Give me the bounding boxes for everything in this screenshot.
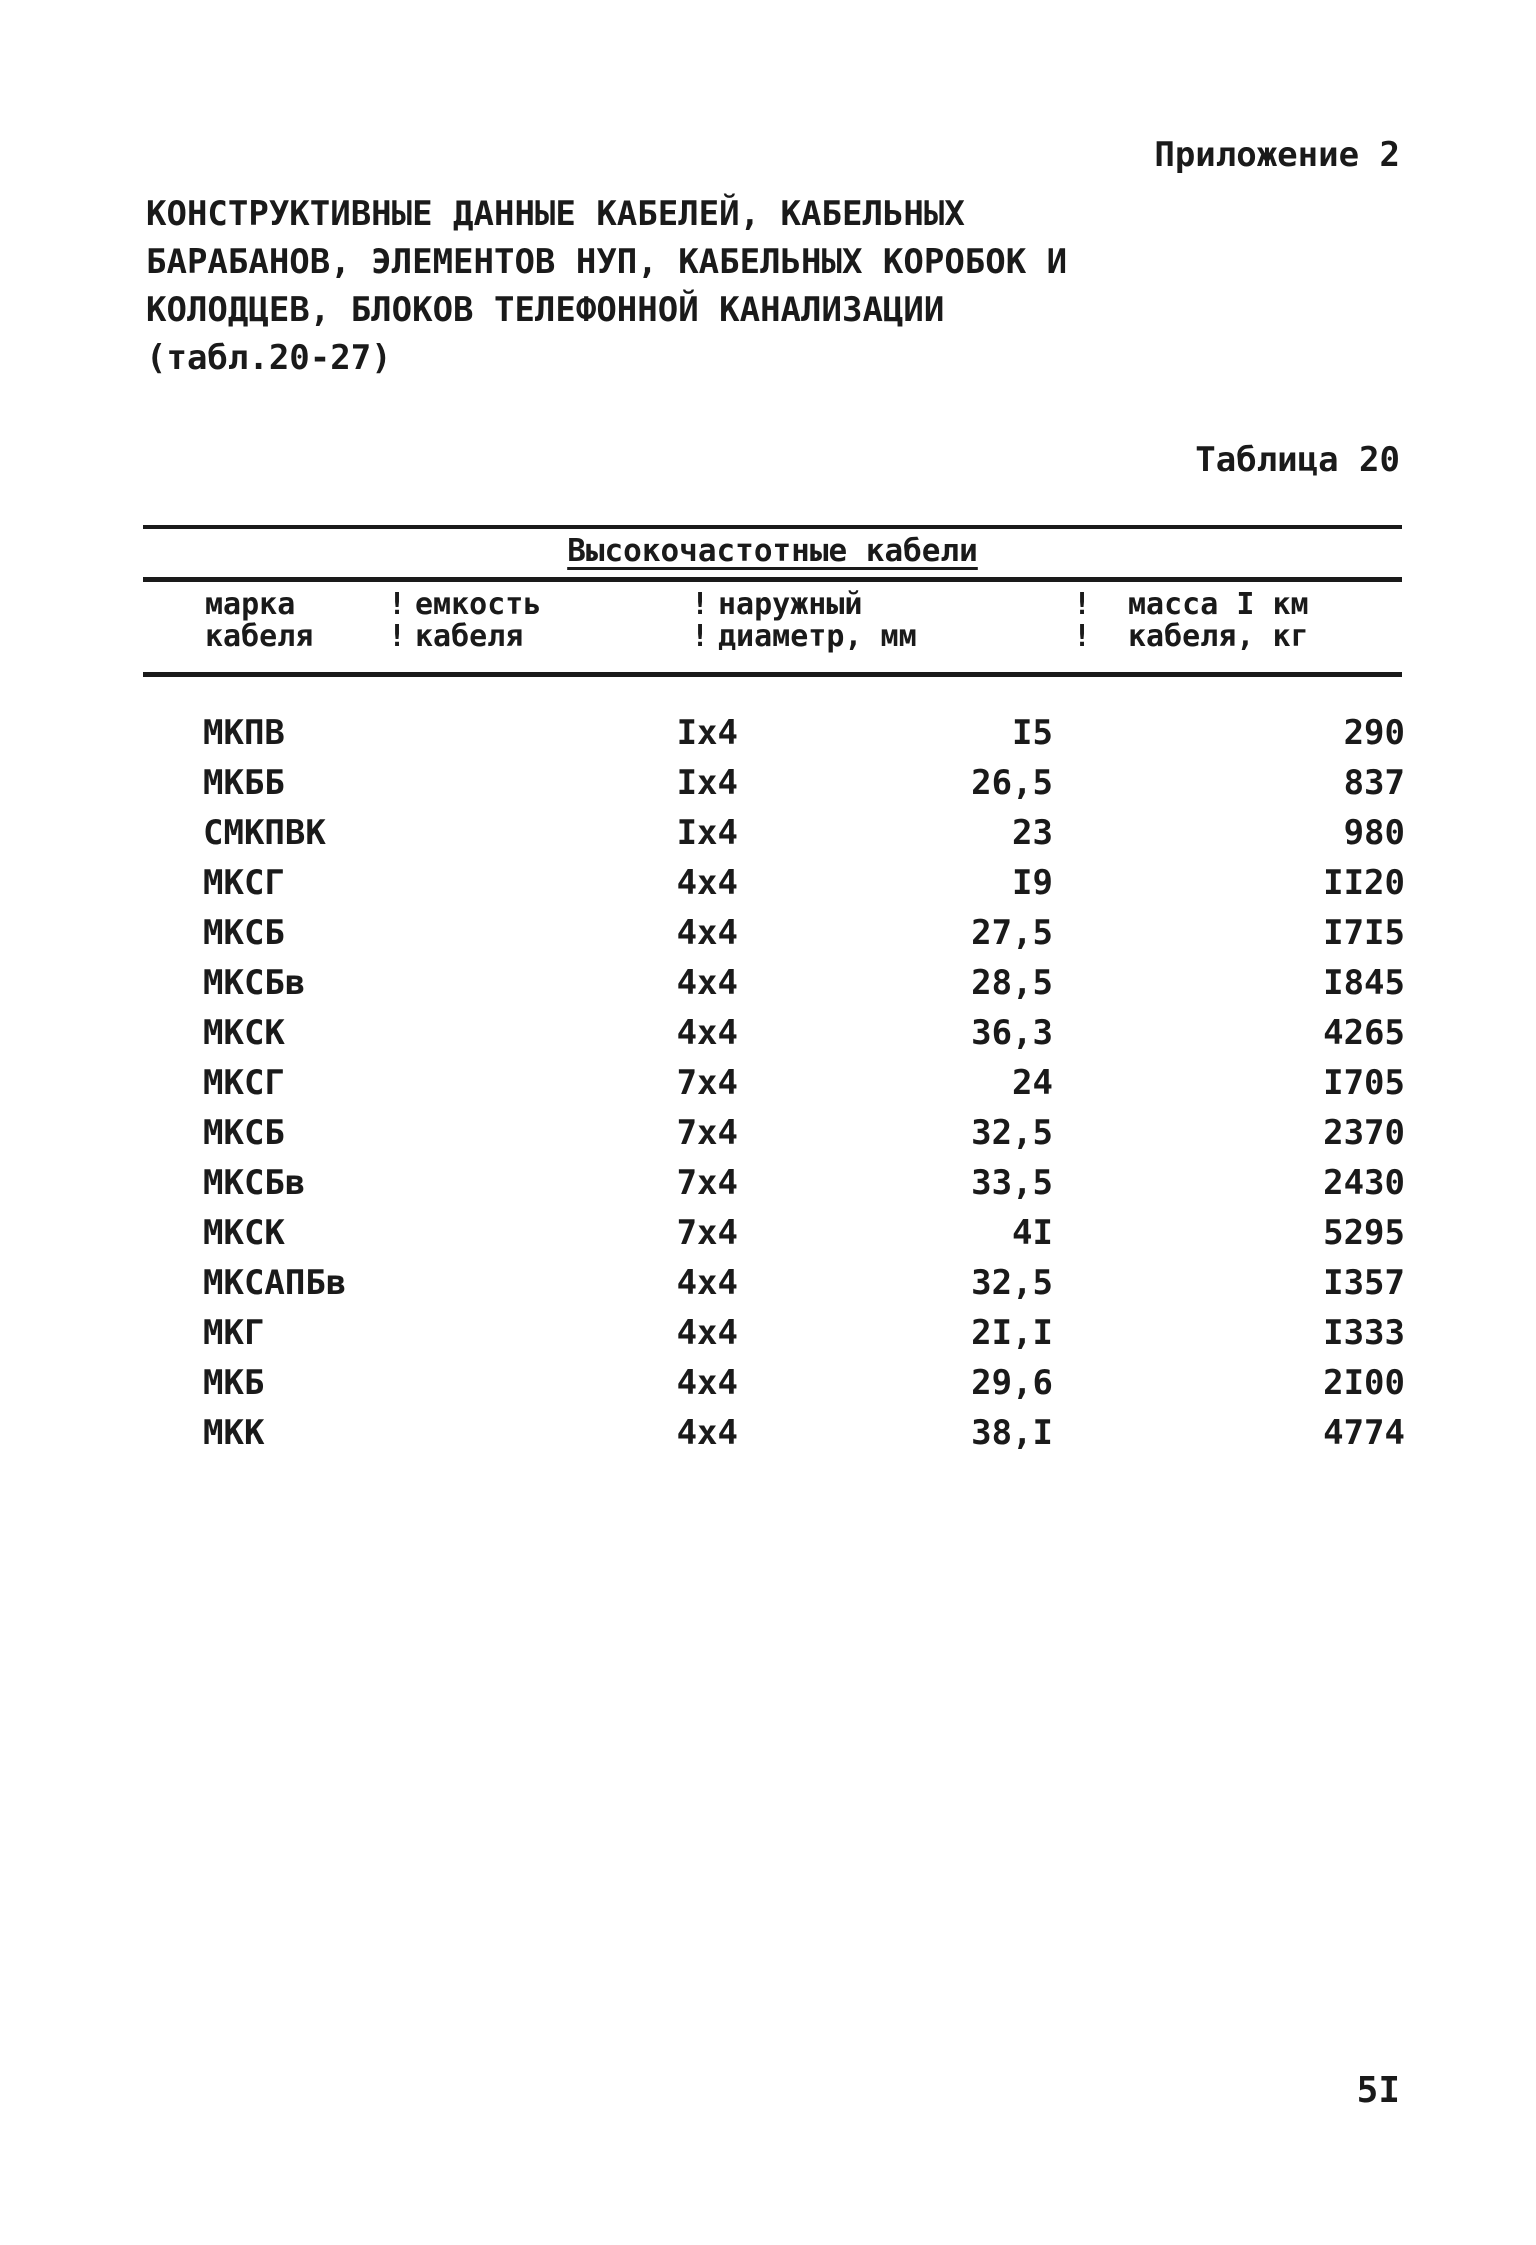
cell-mass: 837 xyxy=(1343,763,1405,803)
column-header-line: масса I км xyxy=(1128,587,1309,622)
cell-diameter: I9 xyxy=(1012,863,1053,903)
table-row xyxy=(143,1213,1405,1263)
cell-capacity: 4х4 xyxy=(676,1263,738,1303)
cell-mark: МКББ xyxy=(203,763,285,803)
cell-diameter: 23 xyxy=(1012,813,1053,853)
column-header-line: емкость xyxy=(415,587,542,622)
cell-diameter: 32,5 xyxy=(971,1263,1053,1303)
cell-capacity: 4х4 xyxy=(676,963,738,1003)
cell-mark: МКПВ xyxy=(203,713,285,753)
column-header-line: кабеля, кг xyxy=(1128,619,1309,654)
table-row xyxy=(143,813,1405,863)
cell-mass: I845 xyxy=(1323,963,1405,1003)
cell-capacity: 4х4 xyxy=(676,1413,738,1453)
cell-mass: I705 xyxy=(1323,1063,1405,1103)
cell-mark: МКК xyxy=(203,1413,265,1453)
cell-mass: I7I5 xyxy=(1323,913,1405,953)
cell-capacity: 7х4 xyxy=(676,1063,738,1103)
cell-mass: I333 xyxy=(1323,1313,1405,1353)
table-body-rule xyxy=(143,672,1402,677)
table-caption xyxy=(143,533,1402,569)
cell-diameter: 38,I xyxy=(971,1413,1053,1453)
cell-diameter: 28,5 xyxy=(971,963,1053,1003)
cell-mark: МКСГ xyxy=(203,863,285,903)
table-row xyxy=(143,1263,1405,1313)
cell-mark: МКГ xyxy=(203,1313,265,1353)
table-row xyxy=(143,1163,1405,1213)
cell-diameter: 24 xyxy=(1012,1063,1053,1103)
cell-diameter: 26,5 xyxy=(971,763,1053,803)
cell-diameter: 4I xyxy=(1012,1213,1053,1253)
column-separator: ! ! xyxy=(388,587,407,654)
cell-mass: 5295 xyxy=(1323,1213,1405,1253)
column-header-line: марка xyxy=(205,587,296,622)
appendix-label: Приложение 2 xyxy=(1154,135,1400,175)
cell-mass: 290 xyxy=(1343,713,1405,753)
cell-mass: 980 xyxy=(1343,813,1405,853)
column-separator: ! ! xyxy=(1073,587,1092,654)
cell-mark: МКСБв xyxy=(203,963,306,1003)
cell-capacity: Iх4 xyxy=(676,813,738,853)
column-header-line: кабеля xyxy=(205,619,314,654)
cell-capacity: 7х4 xyxy=(676,1113,738,1153)
cell-capacity: 4х4 xyxy=(676,1013,738,1053)
cell-capacity: 4х4 xyxy=(676,1313,738,1353)
table-row xyxy=(143,1113,1405,1163)
cell-capacity: 4х4 xyxy=(676,1363,738,1403)
table-row xyxy=(143,1363,1405,1413)
column-header-mark xyxy=(205,589,313,653)
column-header-diameter xyxy=(718,589,917,653)
cell-mark: МКСАПБв xyxy=(203,1263,347,1303)
cell-capacity: 7х4 xyxy=(676,1163,738,1203)
cell-mark: МКБ xyxy=(203,1363,265,1403)
column-header-mass xyxy=(1128,589,1309,653)
table-row xyxy=(143,1063,1405,1113)
table-row xyxy=(143,863,1405,913)
table-row xyxy=(143,1313,1405,1363)
page-number: 5I xyxy=(1356,2070,1400,2111)
cell-mass: 4774 xyxy=(1323,1413,1405,1453)
table-top-rule xyxy=(143,525,1402,529)
cell-mark: МКСК xyxy=(203,1213,285,1253)
table-row xyxy=(143,763,1405,813)
cell-capacity: Iх4 xyxy=(676,763,738,803)
table-body xyxy=(143,713,1405,1463)
table-row xyxy=(143,713,1405,763)
cell-mass: 2430 xyxy=(1323,1163,1405,1203)
cell-mark: МКСГ xyxy=(203,1063,285,1103)
cell-diameter: 33,5 xyxy=(971,1163,1053,1203)
cell-diameter: 32,5 xyxy=(971,1113,1053,1153)
cell-diameter: 2I,I xyxy=(971,1313,1053,1353)
heading-line: КОЛОДЦЕВ, БЛОКОВ ТЕЛЕФОННОЙ КАНАЛИЗАЦИИ xyxy=(146,290,945,330)
cell-mass: II20 xyxy=(1323,863,1405,903)
cell-mass: I357 xyxy=(1323,1263,1405,1303)
heading-line: (табл.20-27) xyxy=(146,338,392,378)
heading-line: БАРАБАНОВ, ЭЛЕМЕНТОВ НУП, КАБЕЛЬНЫХ КОРОБОК И xyxy=(146,242,1068,282)
cell-mark: МКСК xyxy=(203,1013,285,1053)
cell-diameter: 36,3 xyxy=(971,1013,1053,1053)
cell-capacity: 4х4 xyxy=(676,913,738,953)
section-heading xyxy=(146,190,1146,382)
table-header-rule xyxy=(143,577,1402,582)
cell-mass: 4265 xyxy=(1323,1013,1405,1053)
column-header-line: диаметр, мм xyxy=(718,619,917,654)
heading-line: КОНСТРУКТИВНЫЕ ДАННЫЕ КАБЕЛЕЙ, КАБЕЛЬНЫХ xyxy=(146,194,965,234)
cell-mark: МКСБ xyxy=(203,1113,285,1153)
cell-mass: 2I00 xyxy=(1323,1363,1405,1403)
table-row xyxy=(143,963,1405,1013)
column-header-line: кабеля xyxy=(415,619,524,654)
table-row xyxy=(143,1013,1405,1063)
cell-mark: МКСБ xyxy=(203,913,285,953)
cell-mark: СМКПВК xyxy=(203,813,326,853)
table-label: Таблица 20 xyxy=(1195,440,1400,480)
cell-mass: 2370 xyxy=(1323,1113,1405,1153)
column-header-line: наружный xyxy=(718,587,863,622)
cell-diameter: 27,5 xyxy=(971,913,1053,953)
cell-capacity: 4х4 xyxy=(676,863,738,903)
table-row xyxy=(143,1413,1405,1463)
column-separator: ! ! xyxy=(691,587,710,654)
cell-mark: МКСБв xyxy=(203,1163,306,1203)
table-row xyxy=(143,913,1405,963)
cell-capacity: Iх4 xyxy=(676,713,738,753)
column-header-capacity xyxy=(415,589,541,653)
cell-diameter: 29,6 xyxy=(971,1363,1053,1403)
cell-capacity: 7х4 xyxy=(676,1213,738,1253)
table-caption-text: Высокочастотные кабели xyxy=(567,533,978,569)
cell-diameter: I5 xyxy=(1012,713,1053,753)
